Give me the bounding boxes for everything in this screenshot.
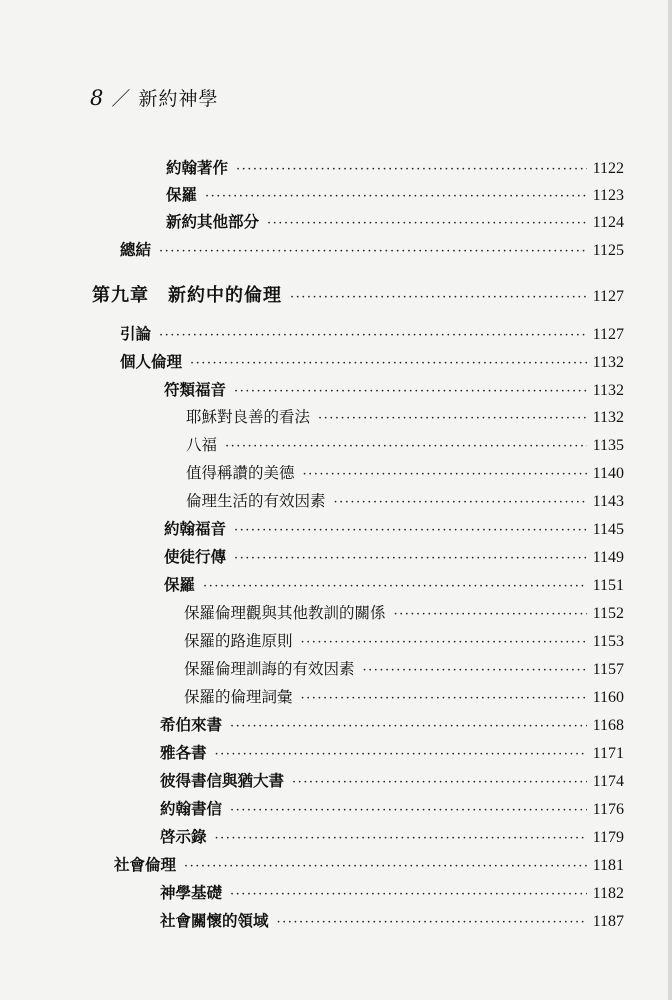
toc-entry-title: 耶穌對良善的看法 [186,408,311,426]
toc-entry-page: 1127 [592,326,624,343]
toc-entry-page: 1143 [592,493,624,510]
toc-entry-page: 1140 [592,465,624,482]
toc-leader-dots [363,663,587,678]
toc-entry [160,797,624,823]
toc-entry [160,881,624,907]
toc-entry-page: 1174 [592,773,624,790]
toc-entry [120,238,624,264]
toc-leader-dots [290,290,587,305]
toc-entry-page: 1132 [592,409,624,426]
toc-entry [120,350,624,376]
toc-entry-page: 1132 [592,354,624,371]
toc-entry-page: 1153 [592,633,624,650]
toc-entry [184,657,624,683]
running-header [90,84,219,111]
toc-entry [160,769,624,795]
toc-entry-title: 保羅 [164,575,196,594]
toc-entry-page: 1151 [592,577,624,594]
toc-entry [166,183,624,209]
toc-leader-dots [334,495,587,510]
toc-entry [166,210,624,236]
book-title: 新約神學 [138,88,219,110]
toc-leader-dots [234,523,587,538]
toc-entry [160,909,624,935]
toc-entry [164,545,624,571]
toc-entry-page: 1122 [592,160,624,177]
toc-leader-dots [230,719,587,734]
toc-leader-dots [230,887,587,902]
toc-chapter-title: 第九章 新約中的倫理 [92,285,282,306]
toc-entry-title: 保羅倫理觀與其他教訓的關係 [184,604,386,622]
toc-entry-page: 1149 [592,549,624,566]
toc-entry-page: 1179 [592,829,624,846]
toc-entry [160,741,624,767]
toc-entry-page: 1152 [592,605,624,622]
toc-leader-dots [234,551,587,566]
toc-entry-title: 神學基礎 [160,883,223,902]
toc-entry-title: 保羅倫理訓誨的有效因素 [184,660,355,678]
toc-leader-dots [301,635,587,650]
toc-entry-title: 約翰書信 [160,799,223,818]
toc-entry [186,489,624,515]
toc-leader-dots [292,775,587,790]
toc-entry [166,156,624,182]
toc-leader-dots [184,859,587,874]
toc-leader-dots [190,356,587,371]
toc-entry-title: 倫理生活的有效因素 [186,492,326,510]
toc-entry [184,685,624,711]
toc-entry-page: 1182 [592,885,624,902]
toc-entry-page: 1157 [592,661,624,678]
toc-entry [160,825,624,851]
toc-entry [186,405,624,431]
toc-entry-page: 1135 [592,437,624,454]
toc-entry-title: 彼得書信與猶大書 [160,771,285,790]
toc-entry [184,629,624,655]
toc-entry-title: 新約其他部分 [166,212,260,231]
toc-entry-title: 雅各書 [160,743,207,762]
toc-entry-page: 1176 [592,801,624,818]
toc-entry-page: 1171 [592,745,624,762]
toc-leader-dots [267,216,587,231]
toc-entry [164,573,624,599]
toc-leader-dots [234,384,587,399]
toc-entry-page: 1127 [592,288,624,305]
toc-leader-dots [236,162,587,177]
toc-leader-dots [318,411,587,426]
toc-leader-dots [230,803,587,818]
toc-leader-dots [203,579,587,594]
toc-entry [184,601,624,627]
toc-entry [114,853,624,879]
toc-entry-title: 保羅的路進原則 [184,632,293,650]
toc-entry [164,378,624,404]
toc-leader-dots [394,607,587,622]
toc-leader-dots [303,467,587,482]
toc-entry-page: 1124 [592,214,624,231]
toc-entry-title: 啓示錄 [160,827,207,846]
toc-entry-page: 1145 [592,521,624,538]
toc-entry-title: 值得稱讚的美德 [186,464,295,482]
toc-entry-title: 希伯來書 [160,715,223,734]
toc-chapter-entry [92,281,624,307]
toc-entry-title: 保羅的倫理詞彙 [184,688,293,706]
page-number: 8 [90,86,105,110]
toc-entry [164,517,624,543]
toc-entry-title: 引論 [120,324,152,343]
toc-entry [186,461,624,487]
toc-entry-title: 社會倫理 [114,855,177,874]
toc-leader-dots [215,747,587,762]
toc-entry-page: 1160 [592,689,624,706]
toc-entry-title: 個人倫理 [120,352,183,371]
toc-leader-dots [159,244,587,259]
toc-entry-title: 約翰著作 [166,158,229,177]
toc-entry-page: 1181 [592,857,624,874]
toc-entry-title: 總結 [120,240,152,259]
toc-entry [120,322,624,348]
toc-leader-dots [205,189,587,204]
toc-entry-title: 保羅 [166,185,198,204]
toc-entry-page: 1123 [592,187,624,204]
toc-entry-title: 使徒行傳 [164,547,227,566]
toc-entry-page: 1132 [592,382,624,399]
toc-leader-dots [225,439,587,454]
page-edge [668,0,672,1000]
toc-entry-page: 1125 [592,242,624,259]
toc-entry-title: 社會關懷的領域 [160,911,269,930]
toc-leader-dots [301,691,587,706]
toc-entry-page: 1168 [592,717,624,734]
toc-entry-title: 符類福音 [164,380,227,399]
toc-leader-dots [215,831,587,846]
toc-leader-dots [159,328,587,343]
header-separator: ／ [111,88,132,110]
toc-leader-dots [277,915,587,930]
toc-entry [160,713,624,739]
toc-entry-title: 八福 [186,436,218,454]
toc-entry [186,433,624,459]
toc-entry-page: 1187 [592,913,624,930]
toc-entry-title: 約翰福音 [164,519,227,538]
